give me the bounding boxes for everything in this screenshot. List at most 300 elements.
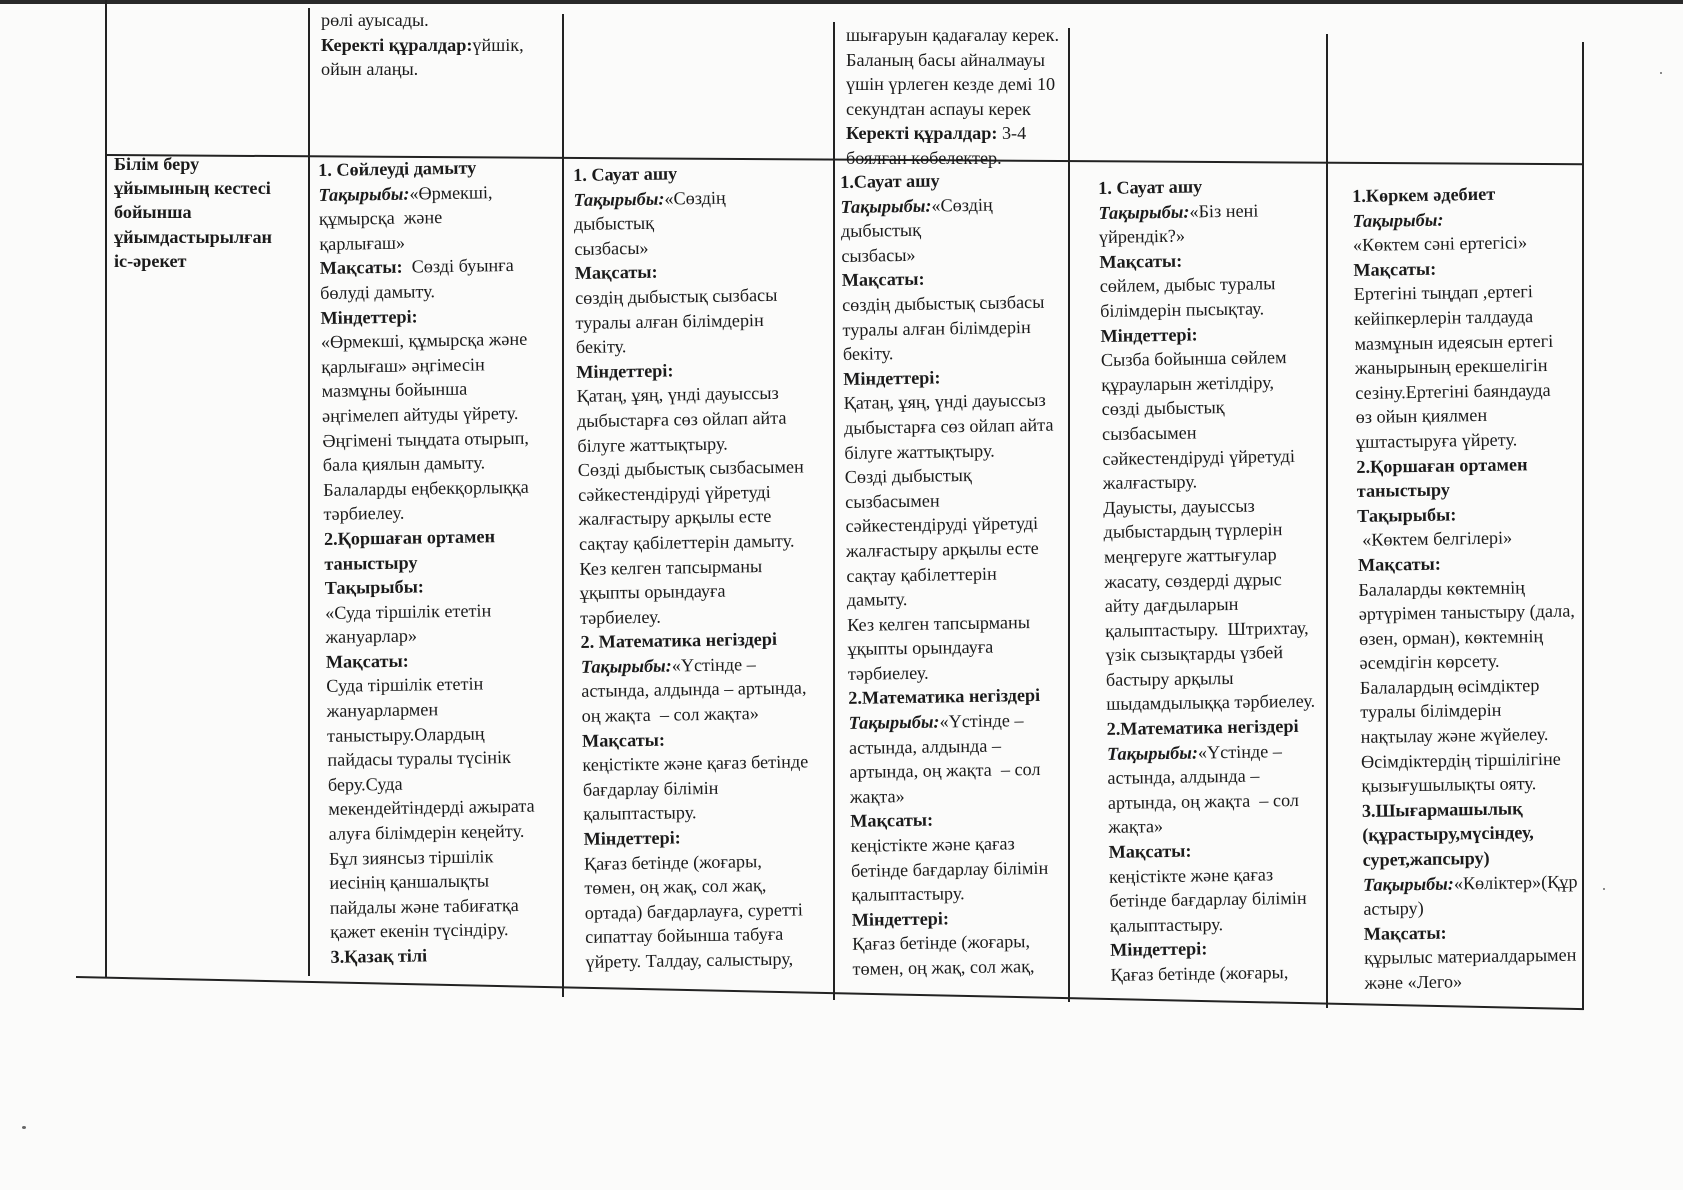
heading-bold: 1. Сауат ашу bbox=[1098, 176, 1203, 198]
text-line bbox=[1355, 402, 1572, 430]
text-line bbox=[1357, 525, 1574, 553]
text-line bbox=[1106, 665, 1315, 693]
text-line bbox=[846, 121, 1059, 146]
text-value: 3-4 bbox=[997, 123, 1027, 144]
topic-label: Тақырыбы: bbox=[1106, 742, 1199, 764]
text-line bbox=[328, 819, 535, 847]
body-text: жақта» bbox=[849, 785, 905, 807]
text-line bbox=[583, 823, 809, 851]
text-line bbox=[575, 307, 801, 335]
body-text: сызбасымен bbox=[845, 490, 940, 512]
heading-bold: Міндеттері: bbox=[583, 827, 681, 849]
text-line bbox=[318, 179, 525, 207]
body-text: Сызба бойынша сөйлем bbox=[1100, 347, 1287, 371]
text-line bbox=[1352, 181, 1569, 209]
text-line bbox=[329, 868, 536, 896]
text-line bbox=[852, 929, 1062, 957]
text-line bbox=[1101, 369, 1310, 397]
body-text: сөзді дыбыстық bbox=[1101, 397, 1225, 420]
text-line bbox=[1107, 763, 1316, 791]
text-line bbox=[851, 855, 1061, 883]
text-line bbox=[1353, 230, 1570, 258]
text-line bbox=[320, 278, 527, 306]
text-line bbox=[326, 696, 533, 724]
body-text: қарлығаш» әңгімесін bbox=[321, 354, 485, 377]
text-line bbox=[1101, 394, 1310, 422]
text-line bbox=[1100, 296, 1309, 324]
body-text: өзен, орман), көктемнің bbox=[1358, 625, 1544, 649]
text-line: секундтан аспауы керек bbox=[846, 98, 1031, 119]
body-text: жасату, сөздерді дұрыс bbox=[1104, 568, 1282, 592]
body-text: өз ойын қиялмен bbox=[1355, 405, 1488, 428]
heading-bold: 2.Қоршаған ортамен bbox=[1356, 453, 1528, 477]
text-line bbox=[327, 745, 534, 773]
heading-bold: Мақсаты: bbox=[574, 262, 658, 284]
text-line bbox=[1364, 943, 1581, 971]
text-line bbox=[324, 524, 531, 552]
text-line bbox=[575, 282, 801, 310]
text-line bbox=[844, 413, 1054, 441]
row-header-line: бойынша bbox=[114, 202, 192, 223]
text-line bbox=[582, 750, 808, 778]
text-line bbox=[846, 560, 1056, 588]
body-text: сәйкестендіруді үйретуді bbox=[1102, 445, 1296, 469]
body-text: ұқыпты орындауға bbox=[579, 580, 726, 604]
heading-bold: Мақсаты: bbox=[319, 257, 403, 279]
body-text: тәрбиелеу. bbox=[323, 503, 405, 525]
body-text: «Көліктер»(Құр bbox=[1453, 871, 1578, 894]
body-text: «Сөздің bbox=[664, 187, 726, 209]
body-text: кеңістікте және қағаз bbox=[850, 833, 1015, 856]
text-line bbox=[848, 708, 1058, 736]
heading-bold: 2.Математика негіздері bbox=[1106, 715, 1299, 739]
text-value: үйшік, bbox=[472, 34, 524, 55]
table-border-bottom bbox=[76, 976, 1584, 1010]
body-text: Қатаң, ұяң, үнді дауыссыз bbox=[576, 383, 779, 407]
text-line bbox=[842, 265, 1052, 293]
text-line bbox=[845, 511, 1055, 539]
text-line bbox=[1108, 787, 1317, 815]
body-text: құрауларын жетілдіру, bbox=[1101, 372, 1275, 395]
text-line bbox=[330, 942, 537, 970]
body-text: Қағаз бетінде (жоғары, bbox=[852, 931, 1031, 955]
text-line bbox=[843, 339, 1053, 367]
body-text: туралы алған білімдерін bbox=[842, 316, 1031, 340]
body-text: ұштастыруға үйрету. bbox=[1355, 429, 1518, 452]
text-line bbox=[1361, 771, 1578, 799]
text-line: ойын алаңы. bbox=[321, 59, 419, 80]
text-line bbox=[842, 290, 1052, 318]
text-line bbox=[843, 388, 1053, 416]
label-bold: Керекті құралдар: bbox=[321, 34, 473, 55]
text-line bbox=[578, 479, 804, 507]
text-line bbox=[850, 806, 1060, 834]
text-line bbox=[580, 627, 806, 655]
heading-bold: Міндеттері: bbox=[576, 360, 674, 382]
body-text: пайдалы және табиғатқа bbox=[329, 894, 519, 918]
text-line bbox=[583, 774, 809, 802]
text-line bbox=[1103, 517, 1312, 545]
heading-bold: 1. Сауат ашу bbox=[573, 163, 678, 185]
text-line bbox=[323, 499, 530, 527]
text-line bbox=[1360, 672, 1577, 700]
body-text: Өсімдіктердің тіршілігіне bbox=[1360, 748, 1561, 772]
text-line bbox=[1358, 549, 1575, 577]
body-text: сәйкестендіруді үйретуді bbox=[578, 481, 771, 505]
body-text: «Көктем сәні ертегісі» bbox=[1352, 232, 1528, 256]
heading-bold: Мақсаты: bbox=[325, 650, 409, 672]
text-line bbox=[1098, 197, 1307, 225]
body-text: мазмұны бойынша bbox=[321, 379, 468, 402]
body-text: қалыптастыру. bbox=[851, 883, 965, 906]
body-text: құмырсқа және bbox=[318, 207, 443, 230]
text-line bbox=[840, 191, 1050, 219]
text-line bbox=[319, 204, 526, 232]
text-line bbox=[1105, 615, 1314, 643]
top-row-col3-cell bbox=[846, 23, 1059, 171]
text-line bbox=[1362, 795, 1579, 823]
body-text: «Сөздің bbox=[931, 194, 993, 216]
body-text: дыбыстарға сөз ойлап айта bbox=[576, 407, 787, 431]
body-text: сезіну.Ертегіні баяндауда bbox=[1355, 379, 1551, 403]
body-text: тәрбиелеу. bbox=[579, 606, 661, 628]
text-line bbox=[1356, 427, 1573, 455]
text-line bbox=[849, 732, 1059, 760]
body-text: қажет екенін түсіндіру. bbox=[330, 919, 509, 943]
text-line bbox=[320, 253, 527, 281]
body-text: Сөзді дыбыстық bbox=[844, 465, 972, 488]
text-line bbox=[578, 504, 804, 532]
heading-bold: сурет,жапсыру) bbox=[1362, 847, 1490, 870]
text-line bbox=[323, 474, 530, 502]
text-line bbox=[1103, 492, 1312, 520]
text-line bbox=[1108, 837, 1317, 865]
text-line bbox=[329, 843, 536, 871]
text-line bbox=[323, 450, 530, 478]
body-text: Кез келген тапсырманы bbox=[846, 611, 1031, 635]
topic-label: Тақырыбы: bbox=[318, 183, 410, 205]
column-divider-4 bbox=[1068, 28, 1070, 1002]
body-text: қарлығаш» bbox=[319, 232, 406, 254]
heading-bold: таныстыру bbox=[324, 551, 418, 574]
heading-bold: Тақырыбы: bbox=[1357, 504, 1457, 526]
text-line bbox=[1363, 869, 1580, 897]
body-text: дыбыстарға сөз ойлап айта bbox=[843, 414, 1054, 438]
row-header-line: ұйымдастырылған bbox=[114, 226, 273, 247]
body-text: Сөзді дыбыстық сызбасымен bbox=[577, 456, 804, 481]
body-text: Балаларды еңбекқорлыққа bbox=[323, 476, 529, 500]
body-text: «Көктем белгілері» bbox=[1357, 527, 1513, 551]
body-text: білуге жаттықтыру. bbox=[577, 433, 728, 456]
text-line bbox=[585, 897, 811, 925]
text-line bbox=[576, 356, 802, 384]
text-line bbox=[849, 757, 1059, 785]
column-divider-2 bbox=[562, 14, 564, 997]
text-line bbox=[1362, 845, 1579, 873]
body-text: астында, алдында – bbox=[848, 735, 1002, 758]
top-row-col1-cell bbox=[321, 8, 524, 82]
text-line bbox=[1106, 689, 1315, 717]
body-text: сөздің дыбыстық сызбасы bbox=[841, 291, 1045, 315]
body-text: ортада) бағдарлауға, суретті bbox=[584, 899, 803, 923]
body-text: мазмұнын идеясын ертегі bbox=[1354, 330, 1554, 354]
body-text: айту дағдыларын bbox=[1104, 593, 1239, 617]
text-line bbox=[321, 327, 528, 355]
text-line bbox=[1356, 451, 1573, 479]
body-text: жалғастыру арқылы есте bbox=[578, 506, 772, 530]
topic-label: Тақырыбы: bbox=[573, 188, 665, 210]
text-line bbox=[1355, 353, 1572, 381]
body-text: мекендейтіндерді ажырата bbox=[328, 796, 535, 820]
body-text: таныстыру.Олардың bbox=[326, 723, 485, 746]
text-line bbox=[1107, 738, 1316, 766]
body-text: оң жақта – сол жақта» bbox=[581, 703, 760, 726]
body-text: астында, алдында – артында, bbox=[581, 677, 807, 702]
text-line bbox=[1103, 468, 1312, 496]
body-text: үзік сызықтарды үзбей bbox=[1105, 642, 1284, 666]
column-divider-3 bbox=[833, 22, 835, 1000]
body-text: Қағаз бетінде (жоғары, bbox=[1110, 962, 1289, 985]
text-line bbox=[1098, 173, 1307, 201]
heading-bold: Тақырыбы: bbox=[324, 576, 425, 599]
text-line bbox=[848, 683, 1058, 711]
text-line bbox=[584, 848, 810, 876]
body-text: бағдарлау білімін bbox=[582, 777, 719, 800]
heading-bold: Мақсаты: bbox=[1099, 250, 1183, 272]
row-header-line: Білім беру bbox=[114, 154, 200, 174]
body-text: білуге жаттықтыру. bbox=[844, 440, 995, 463]
text-line bbox=[1352, 205, 1569, 233]
heading-bold: Мақсаты: bbox=[841, 269, 925, 291]
text-line bbox=[845, 462, 1055, 490]
text-line bbox=[1100, 271, 1309, 299]
text-line bbox=[579, 528, 805, 556]
activity-cell-monday bbox=[318, 155, 537, 970]
text-line bbox=[852, 954, 1062, 982]
heading-bold: Мақсаты: bbox=[1357, 553, 1441, 575]
heading-bold: 1.Көркем әдебиет bbox=[1352, 183, 1496, 206]
text-line bbox=[581, 651, 807, 679]
text-line bbox=[326, 647, 533, 675]
heading-bold: 3.Шығармашылық bbox=[1361, 798, 1523, 821]
body-text: «Өрмекші, bbox=[409, 181, 493, 204]
body-text: қалыптастыру. Штрихтау, bbox=[1104, 617, 1309, 641]
text-line bbox=[1360, 697, 1577, 725]
text-line bbox=[580, 577, 806, 605]
text-line bbox=[575, 258, 801, 286]
text-line bbox=[581, 676, 807, 704]
text-line bbox=[843, 363, 1053, 391]
text-line bbox=[1359, 623, 1576, 651]
text-line bbox=[581, 700, 807, 728]
body-text: нақтылау және жүйелеу. bbox=[1360, 724, 1549, 747]
text-line bbox=[328, 794, 535, 822]
text-line bbox=[1102, 443, 1311, 471]
text-line bbox=[1101, 345, 1310, 373]
text-line bbox=[326, 671, 533, 699]
text-line bbox=[1106, 714, 1315, 742]
text-line bbox=[1110, 935, 1319, 963]
heading-bold: (құрастыру,мүсіндеу, bbox=[1362, 822, 1534, 846]
body-text: жануарлар» bbox=[325, 625, 418, 648]
text-line bbox=[318, 155, 525, 183]
text-line bbox=[1099, 246, 1308, 274]
text-line bbox=[1361, 746, 1578, 774]
text-line bbox=[1360, 722, 1577, 750]
text-line bbox=[321, 351, 528, 379]
text-line bbox=[580, 602, 806, 630]
heading-bold: 1. Сөйлеуді дамыту bbox=[318, 157, 477, 180]
heading-bold: Мақсаты: bbox=[581, 729, 666, 751]
body-text: бекіту. bbox=[575, 336, 627, 358]
topic-label: Тақырыбы: bbox=[1362, 873, 1455, 895]
text-line bbox=[1105, 591, 1314, 619]
body-text: Суда тіршілік ететін bbox=[326, 673, 484, 697]
text-line: шығаруын қадағалау керек. bbox=[846, 25, 1060, 45]
heading-bold: 1.Сауат ашу bbox=[840, 170, 940, 192]
text-line bbox=[1362, 820, 1579, 848]
text-line bbox=[1099, 222, 1308, 250]
text-line bbox=[1354, 328, 1571, 356]
body-text: бекіту. bbox=[842, 343, 894, 365]
text-line bbox=[1355, 377, 1572, 405]
text-line bbox=[582, 725, 808, 753]
body-text: Қатаң, ұяң, үнді дауыссыз bbox=[843, 390, 1046, 414]
text-line bbox=[1364, 968, 1581, 996]
text-line bbox=[851, 880, 1061, 908]
body-text: әсемдігін көрсету. bbox=[1359, 651, 1500, 674]
text-line bbox=[574, 233, 800, 261]
body-text: беру.Суда bbox=[327, 773, 403, 795]
body-text: «Біз нені bbox=[1189, 200, 1259, 222]
activity-cell-tuesday bbox=[573, 159, 812, 974]
text-line bbox=[328, 770, 535, 798]
text-line bbox=[573, 159, 799, 187]
body-text: сақтау қабілеттерін дамыту. bbox=[578, 530, 795, 554]
text-line bbox=[842, 314, 1052, 342]
text-line bbox=[848, 659, 1058, 687]
column-divider-1 bbox=[308, 8, 310, 976]
text-line bbox=[574, 209, 800, 237]
row-header-cell bbox=[114, 152, 272, 273]
body-text: және «Лего» bbox=[1364, 971, 1463, 993]
body-text: артында, оң жақта – сол bbox=[1107, 789, 1300, 813]
body-text: бетінде бағдарлау білімін bbox=[1109, 888, 1307, 912]
body-text: артында, оң жақта – сол bbox=[849, 759, 1041, 783]
body-text: Ертегіні тыңдап ,ертегі bbox=[1353, 281, 1533, 305]
text-line bbox=[846, 536, 1056, 564]
text-line bbox=[327, 720, 534, 748]
text-line bbox=[1110, 910, 1319, 938]
body-text: ұқыпты орындауға bbox=[847, 636, 994, 660]
body-text: әңгімелеп айтуды үйрету. bbox=[321, 402, 519, 426]
body-text: «Суда тіршілік ететін bbox=[324, 600, 492, 623]
text-line bbox=[573, 184, 799, 212]
body-text: сөздің дыбыстық сызбасы bbox=[574, 284, 778, 308]
text-line bbox=[584, 873, 810, 901]
text-line bbox=[847, 609, 1057, 637]
body-text: «Үстінде – bbox=[671, 654, 756, 676]
text-line: Баланың басы айналмауы bbox=[846, 49, 1045, 70]
body-text: пайдасы туралы түсінік bbox=[327, 747, 512, 771]
heading-bold: Мақсаты: bbox=[1363, 922, 1447, 944]
body-text: астыру) bbox=[1363, 898, 1424, 920]
row-header-line: іс-әрекет bbox=[114, 250, 187, 271]
body-text: меңгеруге жаттығулар bbox=[1103, 544, 1277, 567]
topic-label: Тақырыбы: bbox=[1352, 209, 1444, 231]
body-text: әртүрімен таныстыру (дала, bbox=[1358, 600, 1576, 625]
text-line bbox=[324, 548, 531, 576]
text-line bbox=[1109, 886, 1318, 914]
body-text: сызбасы» bbox=[841, 244, 916, 266]
text-line bbox=[576, 332, 802, 360]
scan-speck bbox=[1660, 72, 1662, 74]
activity-cell-friday bbox=[1352, 181, 1581, 996]
text-line bbox=[852, 904, 1062, 932]
body-text: қызығушылықты ояту. bbox=[1361, 773, 1537, 797]
body-text: Әңгімені тыңдата отырып, bbox=[322, 427, 530, 451]
scan-speck bbox=[1603, 888, 1605, 890]
topic-label: Тақырыбы: bbox=[840, 195, 932, 217]
heading-bold: Мақсаты: bbox=[1108, 840, 1192, 862]
body-text: шыдамдылыққа тәрбиелеу. bbox=[1106, 691, 1316, 715]
text-line bbox=[1104, 566, 1313, 594]
text-line bbox=[1354, 304, 1571, 332]
body-text: төмен, оң жақ, сол жақ, bbox=[852, 956, 1035, 979]
text-line bbox=[325, 573, 532, 601]
body-text: алуға білімдерін кеңейту. bbox=[328, 820, 525, 844]
text-line bbox=[845, 486, 1055, 514]
body-text: бөлуді дамыту. bbox=[319, 281, 436, 303]
body-text: сипаттау бойынша табуға bbox=[585, 924, 784, 948]
text-line: үшін үрлеген кезде демі 10 bbox=[846, 74, 1056, 95]
body-text: жануарлармен bbox=[326, 699, 439, 721]
body-text: төмен, оң жақ, сол жақ, bbox=[584, 875, 767, 899]
text-line bbox=[579, 553, 805, 581]
body-text: дыбыстық bbox=[840, 219, 922, 242]
text-line bbox=[321, 376, 528, 404]
text-line bbox=[1364, 918, 1581, 946]
body-text: жалғастыру арқылы есте bbox=[845, 537, 1039, 561]
body-text: жақта» bbox=[1108, 816, 1164, 838]
body-text: жалғастыру. bbox=[1102, 471, 1198, 494]
text-line bbox=[321, 33, 524, 58]
table-border-right bbox=[1582, 42, 1584, 1010]
text-line bbox=[1100, 320, 1309, 348]
body-text: Кез келген тапсырманы bbox=[579, 555, 763, 579]
text-line bbox=[1110, 960, 1319, 988]
text-line bbox=[1104, 542, 1313, 570]
text-line bbox=[319, 229, 526, 257]
text-line bbox=[325, 622, 532, 650]
scan-top-edge bbox=[0, 0, 1683, 4]
text-line bbox=[1353, 254, 1570, 282]
body-text: үйрендік?» bbox=[1098, 225, 1186, 248]
row-header-line: ұйымының кестесі bbox=[114, 178, 271, 199]
body-text: жанырының ерекшелігін bbox=[1354, 355, 1548, 379]
body-text: Дауысты, дауыссыз bbox=[1103, 495, 1255, 518]
text-line bbox=[585, 946, 811, 974]
text-line bbox=[585, 922, 811, 950]
text-line bbox=[583, 799, 809, 827]
body-text: үйрету. Талдау, салыстыру, bbox=[585, 948, 794, 972]
column-divider-5 bbox=[1326, 34, 1328, 1008]
text-line bbox=[1105, 640, 1314, 668]
body-text: кейіпкерлерін талдауда bbox=[1353, 306, 1534, 329]
text-line bbox=[1357, 476, 1574, 504]
body-text: Қағаз бетінде (жоғары, bbox=[583, 850, 762, 874]
body-text: дыбыстық bbox=[573, 212, 655, 235]
